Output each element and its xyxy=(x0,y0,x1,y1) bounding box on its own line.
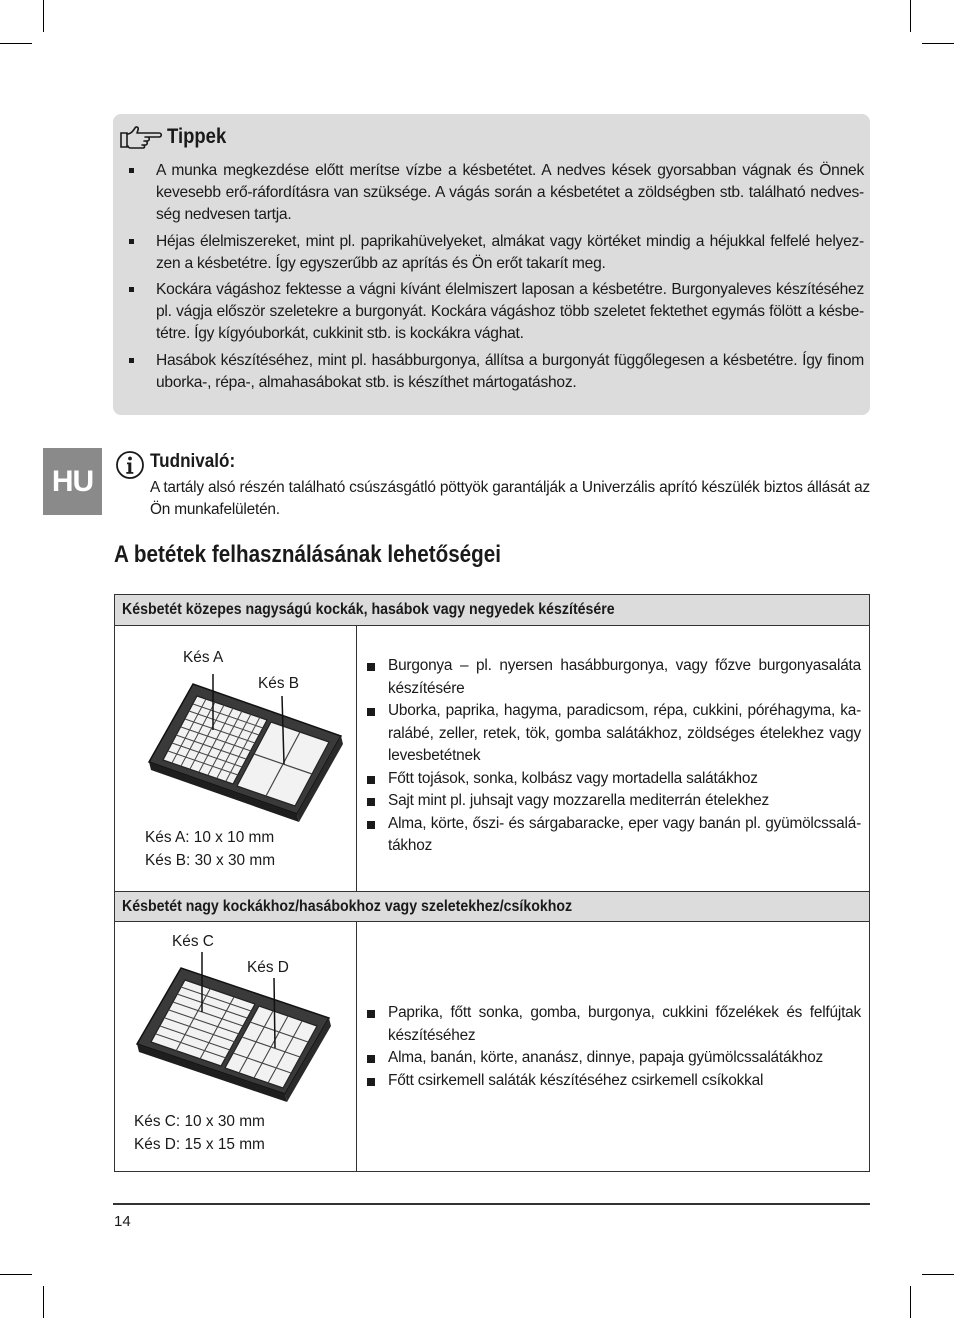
tips-title: Tippek xyxy=(167,125,227,148)
crop-mark xyxy=(43,0,44,32)
usage-list xyxy=(367,1002,861,1092)
table-row-header: Késbetét közepes nagyságú kockák, hasábok vagy negyedek készítésére xyxy=(115,595,869,626)
footer-rule xyxy=(113,1203,870,1205)
tips-box xyxy=(113,114,870,415)
tips-list xyxy=(127,160,864,398)
notice-text: A tartály alsó részén található csúszásgátló pöttyök garantálják a Univerzális aprító készülék biztos állását az Ön munkafelületén. xyxy=(150,479,870,518)
tip-item: Kockára vágáshoz fektesse a vágni kívánt élelmiszert laposan a késbetétre. Burgonyaleves készítéséhez pl. vágja először szeletekre a burgonyát. Kockára vágáshoz több szeletet fektethet egymás fölött a késbe-tétre. Így kígyóuborkát, cukkinit stb. is kockákra vághat. xyxy=(127,279,864,345)
crop-mark xyxy=(910,0,911,32)
knife-insert-ab-illustration xyxy=(115,674,356,824)
list-item: Sajt mint pl. juhsajt vagy mozzarella mediterrán ételekhez xyxy=(367,790,861,813)
crop-mark xyxy=(922,1274,954,1275)
insert-image-cell xyxy=(115,922,356,1171)
knife-label-b: Kés B xyxy=(258,675,300,692)
usage-list xyxy=(367,655,861,858)
tip-item: Hasábok készítéséhez, mint pl. hasábburgonya, állítsa a burgonyát függőlegesen a késbetétre. Így finom uborka-, répa-, almahasábokat stb. is készíthet mártogatáshoz. xyxy=(127,350,864,394)
list-item: Főtt csirkemell saláták készítéséhez csirkemell csíkokkal xyxy=(367,1070,861,1093)
language-tab: HU xyxy=(43,448,102,515)
pointing-hand-icon xyxy=(119,124,165,150)
list-item: Alma, körte, őszi- és sárgabaracke, eper vagy banán pl. gyümölcssalá-tákhoz xyxy=(367,813,861,858)
list-item: Alma, banán, körte, ananász, dinnye, papaja gyümölcssalátákhoz xyxy=(367,1047,861,1070)
knife-insert-cd-illustration xyxy=(115,952,356,1102)
usage-table xyxy=(114,594,870,1172)
crop-mark xyxy=(0,43,32,44)
info-icon xyxy=(115,450,145,480)
knife-spec-b: Kés B: 30 x 30 mm xyxy=(145,852,276,869)
crop-mark xyxy=(0,1274,32,1275)
usage-cell xyxy=(357,922,869,1171)
crop-mark xyxy=(910,1286,911,1318)
table-row-header: Késbetét nagy kockákhoz/hasábokhoz vagy szeletekhez/csíkokhoz xyxy=(115,891,869,922)
tip-item: Héjas élelmiszereket, mint pl. paprikahüvelyeket, almákat vagy körtéket mindig a héjukkal felfelé helyez-zen a késbetétre. Így egyszerűbb az aprítás és Ön erőt takarít meg. xyxy=(127,231,864,275)
insert-image-cell xyxy=(115,626,356,891)
page-number: 14 xyxy=(114,1213,131,1230)
tips-header xyxy=(119,124,234,150)
section-title: A betétek felhasználásának lehetőségei xyxy=(114,541,501,568)
knife-spec-d: Kés D: 15 x 15 mm xyxy=(134,1136,265,1153)
tip-item: A munka megkezdése előtt merítse vízbe a késbetétet. A nedves kések gyorsabban vágnak és Önnek kevesebb erő-ráfordításra van szüksége. A vágás során a késbetétet a zöldségben stb. található nedves-ség nedvesen tartja. xyxy=(127,160,864,226)
list-item: Főtt tojások, sonka, kolbász vagy mortadella salátákhoz xyxy=(367,768,861,791)
crop-mark xyxy=(43,1286,44,1318)
list-item: Burgonya – pl. nyersen hasábburgonya, vagy főzve burgonyasaláta készítésére xyxy=(367,655,861,700)
usage-cell xyxy=(357,626,869,891)
list-item: Paprika, főtt sonka, gomba, burgonya, cukkini főzelékek és felfújtak készítéséhez xyxy=(367,1002,861,1047)
list-item: Uborka, paprika, hagyma, paradicsom, répa, cukkini, póréhagyma, ka-ralábé, zeller, retek, tök, gomba salátákhoz, zöldséges ételekhez vagy levesbetétnek xyxy=(367,700,861,768)
knife-label-c: Kés C xyxy=(172,933,214,950)
knife-spec-c: Kés C: 10 x 30 mm xyxy=(134,1113,265,1130)
knife-spec-a: Kés A: 10 x 10 mm xyxy=(145,829,275,846)
notice-title: Tudnivaló: xyxy=(150,451,236,472)
crop-mark xyxy=(922,43,954,44)
knife-label-a: Kés A xyxy=(183,649,224,666)
knife-label-d: Kés D xyxy=(247,959,289,976)
